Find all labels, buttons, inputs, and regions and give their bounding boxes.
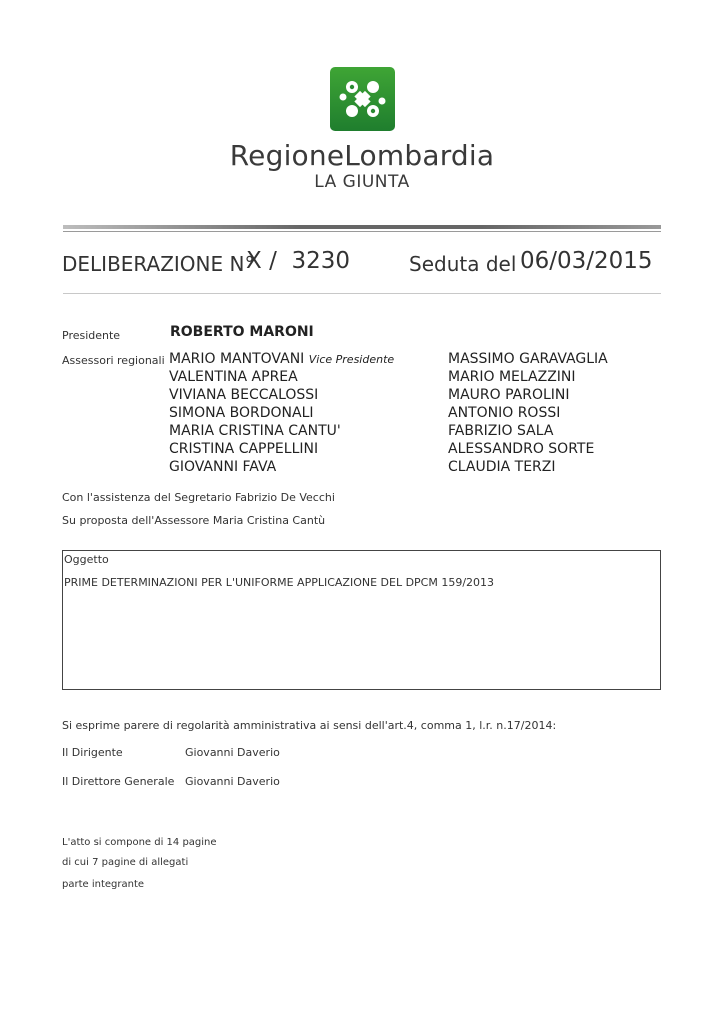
header-rule-thin — [63, 231, 661, 232]
assessori-right-list — [448, 350, 608, 476]
vice-presidente-note: Vice Presidente — [308, 353, 395, 366]
header-rule-light — [63, 293, 661, 294]
assessori-left-list — [169, 350, 394, 476]
assessore-item: VIVIANA BECCALOSSI — [169, 387, 319, 403]
assessore-item: MAURO PAROLINI — [448, 387, 570, 403]
assessore-item: GIOVANNI FAVA — [169, 459, 277, 475]
header-rule-thick — [63, 225, 661, 229]
brand-regione: Regione — [229, 139, 345, 172]
assessore-item: ANTONIO ROSSI — [448, 405, 561, 421]
assessore-item: MARIO MANTOVANI Vice Presidente — [169, 351, 395, 367]
presidente-name: ROBERTO MARONI — [170, 324, 314, 340]
assessore-item: MARIA CRISTINA CANTU' — [169, 423, 341, 439]
footer-attachments: di cui 7 pagine di allegati — [62, 857, 189, 868]
delibera-number: X / 3230 — [246, 248, 350, 274]
proposta-text: Su proposta dell'Assessore Maria Cristina Cantù — [62, 514, 326, 527]
direttore-label: Il Direttore Generale — [62, 775, 175, 788]
presidente-label: Presidente — [62, 329, 121, 342]
assessore-item: CRISTINA CAPPELLINI — [169, 441, 319, 457]
brand-lombardia: Lombardia — [344, 139, 495, 172]
seduta-label: Seduta del — [409, 252, 517, 276]
regione-lombardia-logo — [330, 67, 395, 131]
direttore-name: Giovanni Daverio — [185, 775, 280, 788]
assessore-item: ALESSANDRO SORTE — [448, 441, 595, 457]
regione-lombardia-rose-icon — [330, 67, 395, 131]
assessori-label: Assessori regionali — [62, 354, 165, 367]
footer-integral: parte integrante — [62, 879, 145, 890]
assessore-item: MASSIMO GARAVAGLIA — [448, 351, 608, 367]
oggetto-label: Oggetto — [64, 553, 109, 566]
footer-pages: L'atto si compone di 14 pagine — [62, 837, 217, 848]
oggetto-box — [62, 550, 661, 690]
subtitle-la-giunta: LA GIUNTA — [314, 172, 410, 192]
assessore-item: VALENTINA APREA — [169, 369, 298, 385]
assessore-item: CLAUDIA TERZI — [448, 459, 556, 475]
brand-name — [0, 139, 724, 172]
dirigente-label: Il Dirigente — [62, 746, 123, 759]
oggetto-text: PRIME DETERMINAZIONI PER L'UNIFORME APPLICAZIONE DEL DPCM 159/2013 — [64, 576, 495, 589]
assessore-item: MARIO MELAZZINI — [448, 369, 576, 385]
delibera-label: DELIBERAZIONE N° — [62, 252, 255, 276]
assessore-item: FABRIZIO SALA — [448, 423, 554, 439]
dirigente-name: Giovanni Daverio — [185, 746, 280, 759]
seduta-date: 06/03/2015 — [520, 248, 653, 274]
assessore-item: SIMONA BORDONALI — [169, 405, 314, 421]
parere-text: Si esprime parere di regolarità amministrativa ai sensi dell'art.4, comma 1, l.r. n.17/2014: — [62, 719, 557, 732]
assistenza-text: Con l'assistenza del Segretario Fabrizio De Vecchi — [62, 491, 335, 504]
